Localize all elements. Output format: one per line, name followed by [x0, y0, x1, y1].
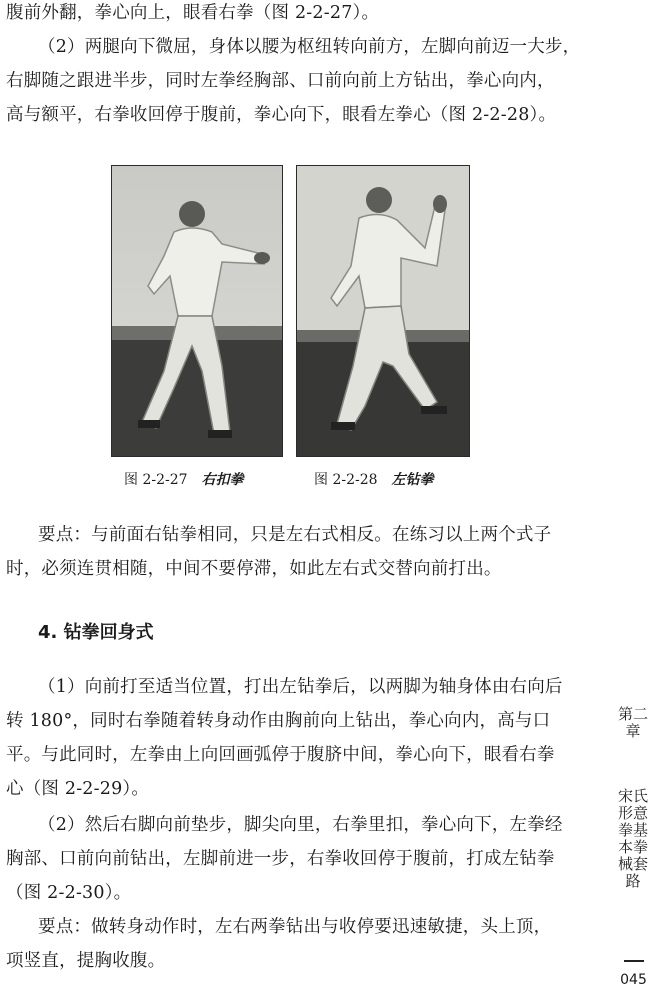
paragraph-continuation: 腹前外翻，拳心向上，眼看右拳（图 2-2-27）。: [6, 3, 380, 23]
sidebar-book-section-title: 宋氏形意拳基本拳械套路: [618, 787, 649, 890]
figure-caption-name: 右扣拳: [201, 472, 244, 488]
section-heading: 4. 钻拳回身式: [38, 622, 154, 643]
paragraph-key-points-2: 要点：做转身动作时，左右两拳钻出与收停要迅速敏捷，头上顶， 项竖直，提胸收腹。: [6, 917, 552, 971]
paragraph-step-2: （2）两腿向下微屈，身体以腰为枢纽转向前方，左脚向前迈一大步， 右脚随之跟进半步，同时左拳经胸部、口前向前上方钻出，拳心向内， 高与额平，右拳收回停于腹前，拳心向下，眼看左拳心（图 2-2-28）。: [6, 37, 581, 125]
figure-caption-name: 左钻拳: [391, 472, 434, 488]
paragraph-key-points-1: 要点：与前面右钻拳相同，只是左右式相反。在练习以上两个式子 时，必须连贯相随，中间不要停滞，如此左右式交替向前打出。: [6, 525, 552, 579]
sidebar-divider: [624, 960, 644, 962]
paragraph-turn-step-2: （2）然后右脚向前垫步，脚尖向里，右拳里扣，拳心向下，左拳经 胸部、口前向前钻出，左脚前进一步，右拳收回停于腹前，打成左钻拳 （图 2-2-30）。: [6, 815, 563, 903]
paragraph-turn-step-1: （1）向前打至适当位置，打出左钻拳后，以两脚为轴身体由右向后 转 180°，同时右拳随着转身动作由胸前向上钻出，拳心向内，高与口 平。与此同时，左拳由上向回画弧停于腹脐中间，拳心向下，眼看右拳 心（图 2-2-29）。: [6, 677, 563, 799]
figure-caption-number: 图 2-2-27: [124, 472, 188, 488]
sidebar-chapter-label: 第二章: [618, 705, 649, 740]
page-number: 045: [620, 972, 647, 988]
figure-caption-1: [124, 468, 244, 492]
figure-photo-right-koujquan: [111, 165, 283, 457]
figure-photo-left-zuanquan: [296, 165, 470, 457]
figure-caption-number: 图 2-2-28: [314, 472, 378, 488]
figure-caption-2: [314, 468, 434, 492]
